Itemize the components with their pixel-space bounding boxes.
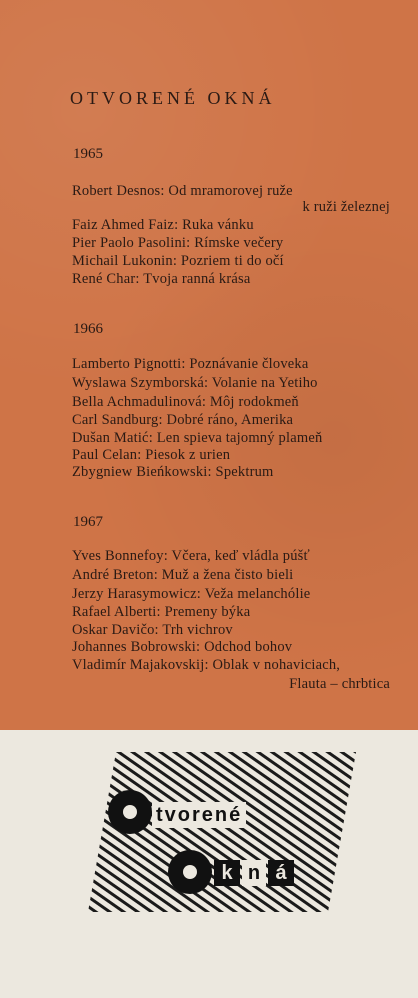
year-heading-1966: 1966: [73, 321, 103, 337]
list-item: Wyslawa Szymborská: Volanie na Yetiho: [72, 375, 318, 391]
list-item: René Char: Tvoja ranná krása: [72, 271, 251, 287]
list-item: Yves Bonnefoy: Včera, keď vládla púšť: [72, 548, 310, 564]
list-item-continuation: k ruži železnej: [302, 199, 390, 215]
logo-letter-k: k: [214, 860, 240, 886]
list-item: André Breton: Muž a žena čisto bieli: [72, 567, 294, 583]
list-item: Robert Desnos: Od mramorovej ruže: [72, 183, 293, 199]
list-item-continuation: Flauta – chrbtica: [289, 676, 390, 692]
list-item: Jerzy Harasymowicz: Veža melanchólie: [72, 586, 311, 602]
logo-letter-a-acute: á: [268, 860, 294, 886]
list-item: Lamberto Pignotti: Poznávanie človeka: [72, 356, 309, 372]
list-item: Michail Lukonin: Pozriem ti do očí: [72, 253, 284, 269]
list-item: Zbygniew Bieńkowski: Spektrum: [72, 464, 274, 480]
list-item: Faiz Ahmed Faiz: Ruka vánku: [72, 217, 254, 233]
list-item: Dušan Matić: Len spieva tajomný plameň: [72, 430, 323, 446]
year-heading-1965: 1965: [73, 146, 103, 162]
series-logo: [88, 752, 356, 912]
logo-letter-n: n: [242, 860, 266, 886]
list-item: Vladimír Majakovskij: Oblak v nohaviciach,: [72, 657, 341, 673]
list-item: Johannes Bobrowski: Odchod bohov: [72, 639, 293, 655]
logo-word-line1: tvorené: [152, 802, 246, 828]
list-item: Bella Achmadulinová: Môj rodokmeň: [72, 394, 299, 410]
logo-o-circle-icon-2: [168, 850, 212, 894]
year-heading-1967: 1967: [73, 514, 103, 530]
list-item: Oskar Davičo: Trh vichrov: [72, 622, 233, 638]
series-title: OTVORENÉ OKNÁ: [70, 88, 276, 108]
logo-o-circle-icon: [108, 790, 152, 834]
list-item: Pier Paolo Pasolini: Rímske večery: [72, 235, 284, 251]
list-item: Paul Celan: Piesok z urien: [72, 447, 231, 463]
list-item: Carl Sandburg: Dobré ráno, Amerika: [72, 412, 294, 428]
list-item: Rafael Alberti: Premeny býka: [72, 604, 251, 620]
